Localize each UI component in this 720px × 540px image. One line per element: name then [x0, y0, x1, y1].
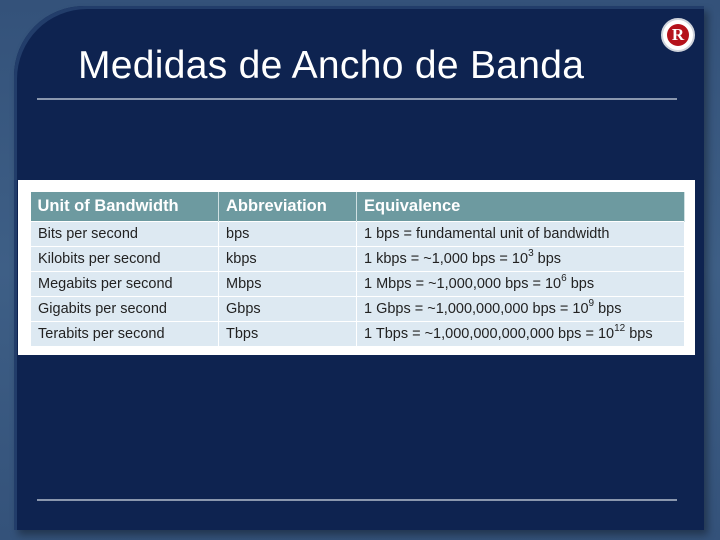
eq-exponent: 3 — [528, 248, 534, 259]
cell-equivalence — [357, 322, 685, 347]
eq-text: 1 Tbps = ~1,000,000,000,000 bps = 10 — [364, 326, 615, 342]
logo-letter: R — [667, 24, 689, 46]
cell-equivalence — [357, 247, 685, 272]
cell-equivalence — [357, 297, 685, 322]
cell-abbreviation: bps — [219, 222, 357, 247]
table-row — [31, 322, 685, 347]
cell-abbreviation: kbps — [219, 247, 357, 272]
cell-abbreviation: Tbps — [219, 322, 357, 347]
eq-unit: bps — [625, 326, 653, 342]
cell-equivalence — [357, 272, 685, 297]
eq-exponent: 6 — [561, 273, 567, 284]
header-equivalence: Equivalence — [357, 192, 685, 222]
eq-text: 1 Mbps = ~1,000,000 bps = 10 — [364, 276, 562, 292]
cell-unit: Terabits per second — [31, 322, 219, 347]
eq-text: 1 bps = fundamental unit of bandwidth — [364, 226, 610, 242]
title-divider — [37, 98, 677, 100]
eq-text: 1 kbps = ~1,000 bps = 10 — [364, 251, 529, 267]
table-row — [31, 222, 685, 247]
cell-equivalence — [357, 222, 685, 247]
bandwidth-table-card — [18, 180, 695, 355]
eq-text: 1 Gbps = ~1,000,000,000 bps = 10 — [364, 301, 589, 317]
eq-exponent: 12 — [614, 323, 626, 334]
eq-exponent: 9 — [588, 298, 595, 309]
cell-abbreviation: Mbps — [219, 272, 357, 297]
eq-unit: bps — [533, 251, 562, 267]
footer-divider — [37, 499, 677, 501]
cell-unit: Gigabits per second — [31, 297, 219, 322]
bandwidth-table — [30, 192, 685, 347]
header-abbreviation: Abbreviation — [219, 192, 357, 222]
cell-unit: Kilobits per second — [31, 247, 219, 272]
cell-unit: Megabits per second — [31, 272, 219, 297]
eq-unit: bps — [594, 301, 622, 317]
slide-title: Medidas de Ancho de Banda — [78, 44, 585, 87]
eq-unit: bps — [566, 276, 595, 292]
cell-abbreviation: Gbps — [219, 297, 357, 322]
table-row — [31, 247, 685, 272]
table-row — [31, 272, 685, 297]
header-unit: Unit of Bandwidth — [31, 192, 219, 222]
cell-unit: Bits per second — [31, 222, 219, 247]
table-row — [31, 297, 685, 322]
table-header-row — [31, 192, 685, 222]
